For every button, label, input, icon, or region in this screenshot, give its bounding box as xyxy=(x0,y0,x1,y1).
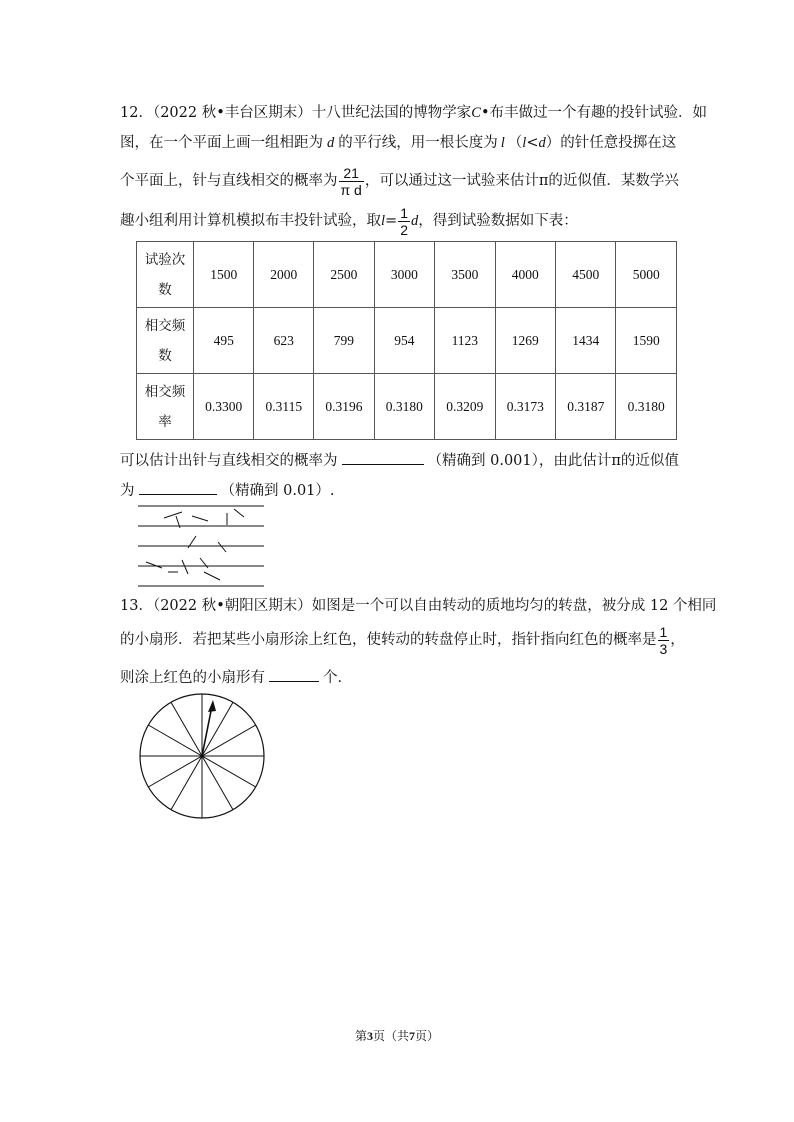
q13-source: （2022 秋•朝阳区期末） xyxy=(152,598,312,614)
table-cell: 5000 xyxy=(616,242,677,308)
table-cell: 0.3187 xyxy=(556,374,616,440)
fraction-numerator: 1 xyxy=(659,623,668,640)
q12-text: 个平面上，针与直线相交的概率为 xyxy=(120,173,338,189)
table-cell: 1269 xyxy=(495,308,555,374)
needle xyxy=(218,542,226,552)
q12-source: （2022 秋•丰台区期末） xyxy=(152,105,312,121)
q12-text: （精确到 0.001），由此估计π的近似值 xyxy=(427,453,679,469)
table-cell: 1434 xyxy=(556,308,616,374)
table-cell: 4500 xyxy=(556,242,616,308)
table-cell: 2500 xyxy=(314,242,374,308)
table-cell: 1500 xyxy=(194,242,254,308)
table-cell: 0.3300 xyxy=(194,374,254,440)
needle xyxy=(164,512,182,518)
table-cell: 0.3209 xyxy=(435,374,495,440)
fraction-21-over-pi-d xyxy=(339,165,364,198)
q12-text: ，可以通过这一试验来估计π的近似值．某数学兴 xyxy=(364,173,679,189)
q12-number: 12． xyxy=(120,105,153,121)
fraction-denominator: 2 xyxy=(400,221,408,238)
q12-line-4 xyxy=(120,203,578,239)
q13-line-1 xyxy=(120,596,716,616)
var-d: d xyxy=(410,213,419,229)
q12-text: •布丰做过一个有趣的投针试验．如 xyxy=(480,105,707,121)
row-header-line: 率 xyxy=(158,413,172,430)
row-header-line: 相交频 xyxy=(144,383,186,400)
table-cell: 799 xyxy=(314,308,374,374)
page-footer xyxy=(0,1027,794,1044)
less-than: < xyxy=(526,135,539,151)
row-header-line: 相交频 xyxy=(144,317,186,334)
row-header-line: 数 xyxy=(158,347,172,364)
var-d: d xyxy=(327,135,335,151)
q12-text: 可以估计出针与直线相交的概率为 xyxy=(120,453,338,469)
answer-blank-pi[interactable] xyxy=(139,480,217,495)
q13-line-3 xyxy=(120,667,352,688)
needle xyxy=(146,562,162,568)
table-cell: 0.3180 xyxy=(374,374,434,440)
var-l: l xyxy=(522,135,527,151)
page-total: 7 xyxy=(409,1029,415,1043)
q12-line-1 xyxy=(120,103,707,123)
buffon-needle-figure xyxy=(136,500,268,590)
q13-text: 的小扇形．若把某些小扇形涂上红色，使转动的转盘停止时，指针指向红色的概率是 xyxy=(120,632,657,648)
q12-text: ，得到试验数据如下表： xyxy=(418,213,578,229)
q13-text: 如图是一个可以自由转动的质地均匀的转盘，被分成 12 个相同 xyxy=(311,598,717,614)
q12-text: 图，在一个平面上画一组相距为 xyxy=(120,135,323,151)
q12-text: 十八世纪法国的博物学家 xyxy=(311,105,472,121)
pointer-arrow xyxy=(202,700,216,756)
footer-text: 第 xyxy=(354,1029,367,1043)
var-c: C xyxy=(471,105,481,121)
q13-line-2 xyxy=(120,622,685,658)
answer-blank-probability[interactable] xyxy=(342,450,424,465)
row-header xyxy=(137,308,194,374)
var-l: l xyxy=(381,213,386,229)
var-l: l xyxy=(500,135,505,151)
row-header-line: 数 xyxy=(158,281,172,298)
q13-text: ， xyxy=(670,632,685,648)
table-cell: 954 xyxy=(374,308,434,374)
q13-number: 13． xyxy=(120,598,153,614)
needle xyxy=(234,509,244,517)
page-number: 3 xyxy=(366,1029,373,1043)
table-row xyxy=(137,242,677,308)
table-cell: 2000 xyxy=(254,242,314,308)
needle xyxy=(192,516,208,521)
table-cell: 0.3196 xyxy=(314,374,374,440)
table-cell: 0.3173 xyxy=(495,374,555,440)
fraction-denominator: π d xyxy=(340,181,362,198)
table-cell: 0.3115 xyxy=(254,374,314,440)
table-cell: 4000 xyxy=(495,242,555,308)
q12-line-2 xyxy=(120,133,676,153)
var-d: d xyxy=(538,135,546,151)
q13-text: 个． xyxy=(323,670,352,686)
table-cell: 1123 xyxy=(435,308,495,374)
q12-line-5 xyxy=(120,450,679,471)
row-header xyxy=(137,242,194,308)
q12-line-6 xyxy=(120,480,335,501)
table-cell: 0.3180 xyxy=(616,374,677,440)
table-cell: 495 xyxy=(194,308,254,374)
answer-blank-sectors[interactable] xyxy=(269,667,319,682)
q12-text: （ xyxy=(507,135,523,151)
table-row xyxy=(137,374,677,440)
table-cell: 1590 xyxy=(616,308,677,374)
footer-text: 页） xyxy=(415,1029,440,1043)
fraction-1-over-3 xyxy=(658,624,670,657)
table-cell: 3000 xyxy=(374,242,434,308)
needle xyxy=(204,572,220,580)
row-header-line: 试验次 xyxy=(144,251,186,268)
needle xyxy=(182,560,188,574)
q12-line-3 xyxy=(120,163,679,199)
table-cell: 3500 xyxy=(435,242,495,308)
equals: = xyxy=(385,213,398,229)
q12-text: 趣小组利用计算机模拟布丰投针试验，取 xyxy=(120,213,381,229)
fraction-1-over-2 xyxy=(398,205,410,238)
q12-text: （精确到 0.01）. xyxy=(220,483,335,499)
row-header xyxy=(137,374,194,440)
table-cell: 623 xyxy=(254,308,314,374)
q13-text: 则涂上红色的小扇形有 xyxy=(120,670,265,686)
footer-text: 页（共 xyxy=(372,1029,409,1043)
q12-text: 为 xyxy=(120,483,135,499)
table-row xyxy=(137,308,677,374)
fraction-numerator: 21 xyxy=(339,165,364,182)
spinner-wheel-figure xyxy=(136,690,268,822)
fraction-denominator: 3 xyxy=(659,640,668,657)
experiment-data-table xyxy=(136,241,677,440)
fraction-numerator: 1 xyxy=(400,204,408,221)
q12-text: ）的针任意投掷在这 xyxy=(545,135,677,151)
q12-text: 的平行线，用一根长度为 xyxy=(338,135,498,151)
